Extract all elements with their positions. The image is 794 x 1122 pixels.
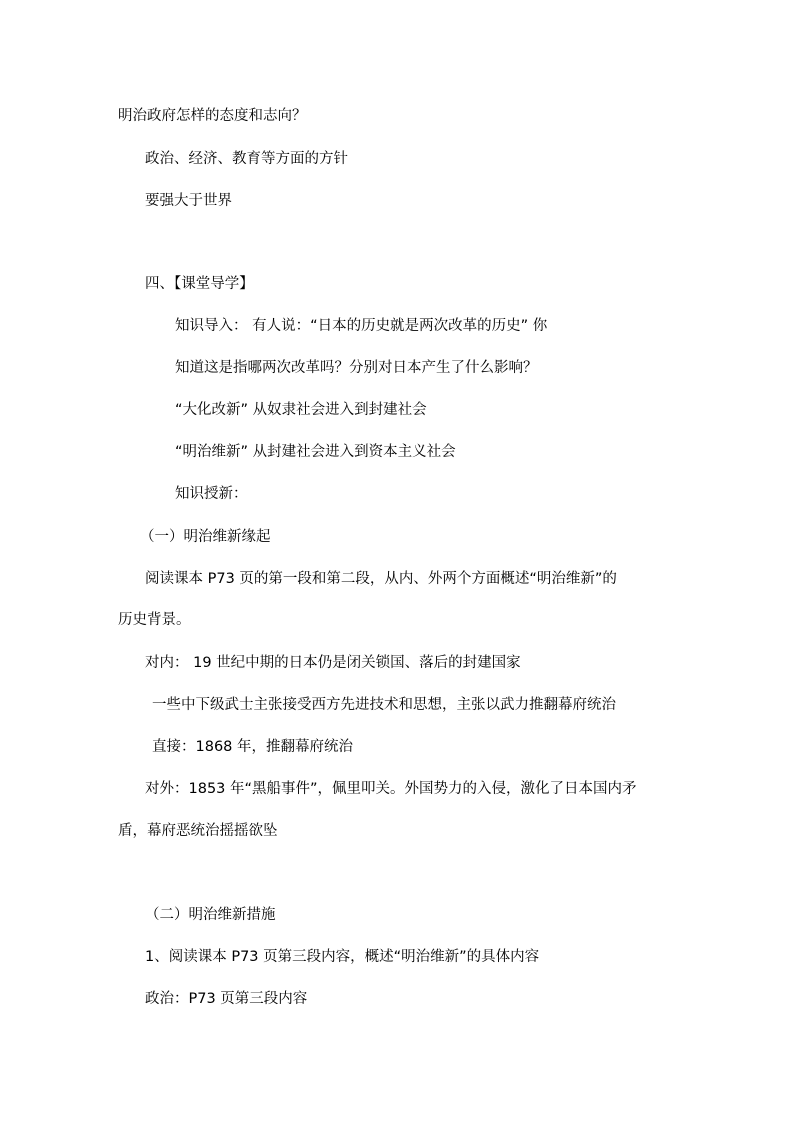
paragraph-line: “明治维新” 从封建社会进入到资本主义社会	[175, 444, 456, 460]
paragraph-line: 对内： 19 世纪中期的日本仍是闭关锁国、落后的封建国家	[145, 655, 521, 671]
paragraph-line: 对外：1853 年“黑船事件”，佩里叩关。外国势力的入侵，激化了日本国内矛	[145, 781, 637, 797]
question-line: 明治政府怎样的态度和志向？	[118, 108, 307, 124]
paragraph-line: 盾，幕府恶统治摇摇欲坠	[118, 823, 278, 839]
paragraph-line: 知识导入： 有人说：“日本的历史就是两次改革的历史” 你	[175, 318, 548, 334]
answer-line: 要强大于世界	[145, 193, 232, 209]
paragraph-line: 政治：P73 页第三段内容	[145, 991, 308, 1007]
answer-line: 政治、经济、教育等方面的方针	[145, 151, 348, 167]
paragraph-line: 阅读课本 P73 页的第一段和第二段，从内、外两个方面概述“明治维新”的	[145, 571, 617, 587]
section-heading: 四、【课堂导学】	[145, 276, 254, 292]
subsection-heading: （二）明治维新措施	[145, 907, 276, 923]
paragraph-line: 直接：1868 年，推翻幕府统治	[152, 739, 354, 755]
paragraph-line: “大化改新” 从奴隶社会进入到封建社会	[175, 402, 427, 418]
paragraph-line: 1、阅读课本 P73 页第三段内容，概述“明治维新”的具体内容	[145, 949, 540, 965]
paragraph-line: 一些中下级武士主张接受西方先进技术和思想，主张以武力推翻幕府统治	[152, 697, 616, 713]
paragraph-line: 知识授新：	[175, 486, 248, 502]
paragraph-line: 历史背景。	[118, 612, 191, 628]
subsection-heading: （一）明治维新缘起	[140, 529, 271, 545]
paragraph-line: 知道这是指哪两次改革吗？分别对日本产生了什么影响？	[175, 360, 538, 376]
